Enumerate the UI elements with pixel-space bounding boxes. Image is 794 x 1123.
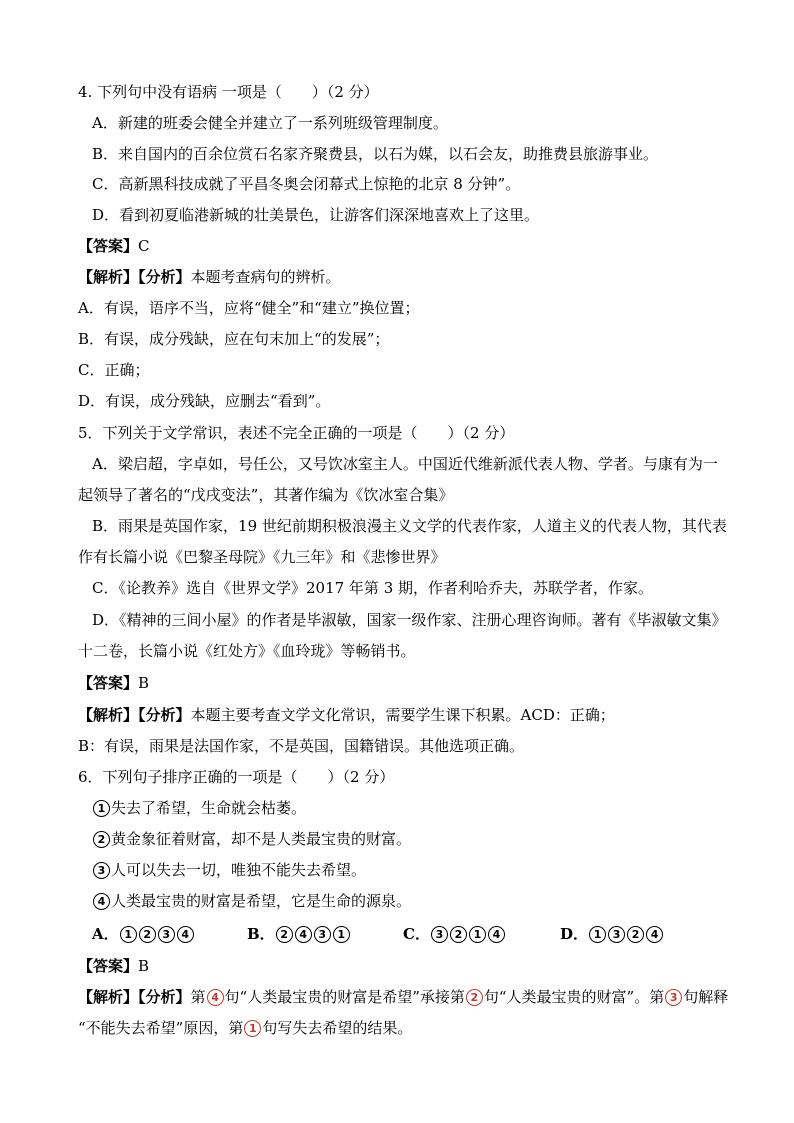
circled-number: 1: [469, 926, 486, 943]
q4-option-c: C．高新黑科技成就了平昌冬奥会闭幕式上惊艳的北京 8 分钟”。: [92, 175, 521, 193]
q5-option-a-line2: 起领导了著名的“戊戌变法”，其著作编为《饮冰室合集》: [78, 486, 454, 504]
q6-answer: 【答案】B: [78, 957, 150, 975]
q5-option-b-line2: 作有长篇小说《巴黎圣母院》《九三年》和《悲惨世界》: [78, 548, 446, 566]
q4-option-b: B．来自国内的百余位赏石名家齐聚费县，以石为媒，以石会友，助推费县旅游事业。: [92, 145, 659, 163]
q4-explain-d: D．有误，成分残缺，应删去“看到”。: [78, 392, 331, 410]
circled-number: 1: [589, 926, 606, 943]
question-5-stem: 5．下列关于文学常识，表述不完全正确的一项是（ ）（2 分）: [78, 424, 515, 442]
q6-sentence-4: 4 人类最宝贵的财富是希望，它是生命的源泉。: [92, 891, 411, 911]
q6-option-c: C． 3 2 1 4: [403, 924, 506, 944]
q4-explain-c: C．正确；: [78, 361, 150, 379]
q6-option-b: B． 2 4 3 1: [247, 924, 351, 944]
circled-number: 4: [488, 926, 505, 943]
q5-answer: 【答案】B: [78, 674, 150, 692]
q4-explain-a: A．有误，语序不当，应将“健全”和“建立”换位置；: [78, 299, 420, 317]
q5-option-d-line2: 十二卷，长篇小说《红处方》《血玲珑》等畅销书。: [78, 642, 416, 660]
circled-number: 2: [139, 926, 156, 943]
q4-analysis: 【解析】【分析】本题考查病句的辨析。: [78, 268, 341, 286]
q6-analysis: 【解析】【分析】第 4 句“人类最宝贵的财富是希望”承接第 2 句“人类最宝贵的财富”。第 3 句解释: [78, 988, 729, 1006]
q5-analysis-line2: B：有误，雨果是法国作家，不是英国，国籍错误。其他选项正确。: [78, 737, 525, 755]
circled-number: 1: [244, 1020, 261, 1037]
circled-number: 3: [431, 926, 448, 943]
q6-analysis-line2: “不能失去希望”原因，第 1 句写失去希望的结果。: [78, 1019, 413, 1037]
circled-number: 4: [646, 926, 663, 943]
q5-option-c: C．《论教养》选自《世界文学》2017 年第 3 期，作者利哈乔夫，苏联学者，作家。: [92, 579, 654, 597]
circled-number: 4: [295, 926, 312, 943]
circled-number: 3: [158, 926, 175, 943]
circled-number: 4: [93, 893, 110, 910]
question-4-stem: 4. 下列句中没有语病 一项是（ ）（2 分）: [78, 83, 379, 101]
q4-option-d: D．看到初夏临港新城的壮美景色，让游客们深深地喜欢上了这里。: [92, 206, 540, 224]
q4-explain-b: B．有误，成分残缺，应在句末加上“的发展”；: [78, 330, 390, 348]
q4-option-a: A．新建的班委会健全并建立了一系列班级管理制度。: [92, 114, 448, 132]
circled-number: 3: [608, 926, 625, 943]
circled-number: 2: [276, 926, 293, 943]
q4-answer: 【答案】C: [78, 237, 150, 255]
circled-number: 2: [93, 831, 110, 848]
question-6-stem: 6．下列句子排序正确的一项是（ ）（2 分）: [78, 768, 395, 786]
circled-number: 3: [665, 989, 682, 1006]
circled-number: 1: [333, 926, 350, 943]
circled-number: 4: [207, 989, 224, 1006]
circled-number: 2: [627, 926, 644, 943]
q5-option-b-line1: B．雨果是英国作家，19 世纪前期积极浪漫主义文学的代表作家，人道主义的代表人物，其代表: [92, 517, 727, 535]
circled-number: 3: [93, 862, 110, 879]
q6-option-a: A． 1 2 3 4: [92, 924, 195, 944]
circled-number: 4: [177, 926, 194, 943]
q5-option-a-line1: A．梁启超，字卓如，号任公，又号饮冰室主人。中国近代维新派代表人物、学者。与康有为一: [92, 455, 718, 473]
q6-sentence-3: 3 人可以失去一切，唯独不能失去希望。: [92, 860, 366, 880]
q6-sentence-2: 2 黄金象征着财富，却不是人类最宝贵的财富。: [92, 829, 411, 849]
circled-number: 1: [120, 926, 137, 943]
q5-option-d-line1: D．《精神的三间小屋》的作者是毕淑敏，国家一级作家、注册心理咨询师。著有《毕淑敏文集》: [92, 611, 727, 629]
circled-number: 2: [450, 926, 467, 943]
q6-option-d: D． 1 3 2 4: [560, 924, 664, 944]
circled-number: 3: [314, 926, 331, 943]
q5-analysis: 【解析】【分析】本题主要考查文学文化常识，需要学生课下积累。ACD：正确；: [78, 706, 615, 724]
circled-number: 2: [466, 989, 483, 1006]
circled-number: 1: [93, 800, 110, 817]
q6-sentence-1: 1 失去了希望，生命就会枯萎。: [92, 798, 306, 818]
